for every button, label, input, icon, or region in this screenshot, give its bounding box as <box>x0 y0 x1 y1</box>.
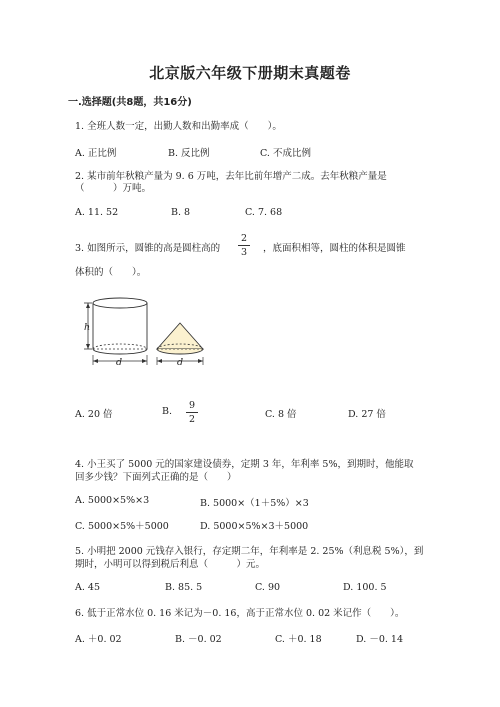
q6-option-d: D. －0. 14 <box>356 634 403 645</box>
q3-option-d: D. 27 倍 <box>348 409 386 420</box>
q3-stem-part2: ，底面积相等，圆柱的体积是圆锥 <box>263 243 406 254</box>
q5-option-b: B. 85. 5 <box>165 582 203 593</box>
q5-stem-line2: 期时，小明可以得到税后利息（ ）元。 <box>75 559 266 570</box>
q3-option-b: B. <box>162 406 173 417</box>
q3-option-c: C. 8 倍 <box>265 409 297 420</box>
page-title: 北京版六年级下册期末真题卷 <box>149 64 351 82</box>
q4-option-c: C. 5000×5%＋5000 <box>75 521 169 532</box>
q4-option-b: B. 5000×（1＋5%）×3 <box>200 498 309 509</box>
q3-fraction <box>237 233 251 258</box>
q5-option-a: A. 45 <box>75 582 100 593</box>
q4-stem-line2: 回多少钱？下面列式正确的是（ ） <box>75 472 237 483</box>
q2-stem-line1: 2. 某市前年秋粮产量为 9. 6 万吨，去年比前年增产二成。去年秋粮产量是 <box>75 171 387 182</box>
label-height: h <box>84 322 91 333</box>
q3-option-a: A. 20 倍 <box>75 409 113 420</box>
q3-stem-part1: 3. 如图所示，圆锥的高是圆柱高的 <box>75 243 221 254</box>
q3-option-b-denominator: 2 <box>188 414 196 425</box>
q3-fraction-denominator: 3 <box>240 247 248 258</box>
q2-option-a: A. 11. 52 <box>75 207 119 218</box>
q6-option-b: B. －0. 02 <box>175 634 222 645</box>
q1-option-b: B. 反比例 <box>168 148 210 159</box>
q3-fraction-numerator: 2 <box>240 233 248 244</box>
q3-stem-line2: 体积的（ ）。 <box>75 267 147 278</box>
q3-option-b-fraction <box>185 400 199 425</box>
q6-option-c: C. ＋0. 18 <box>275 634 322 645</box>
label-cone-diameter: d <box>177 357 184 368</box>
q3-option-b-numerator: 9 <box>188 400 196 411</box>
q4-option-d: D. 5000×5%×3＋5000 <box>200 521 309 532</box>
cone-figure <box>150 315 230 395</box>
q1-stem: 1. 全班人数一定，出勤人数和出勤率成（ ）。 <box>75 121 282 132</box>
q4-option-a: A. 5000×5%×3 <box>75 495 150 506</box>
q4-stem-line1: 4. 小王买了 5000 元的国家建设债券，定期 3 年，年利率 5%，到期时，他能取 <box>75 459 414 470</box>
q5-option-c: C. 90 <box>255 582 281 593</box>
fraction-bar <box>186 412 198 413</box>
q6-option-a: A. ＋0. 02 <box>75 634 122 645</box>
q5-stem-line1: 5. 小明把 2000 元钱存入银行，存定期二年，年利率是 2. 25%（利息税 5%），到 <box>75 546 424 557</box>
label-cylinder-diameter: d <box>116 357 123 368</box>
q2-option-c: C. 7. 68 <box>245 207 283 218</box>
q5-option-d: D. 100. 5 <box>343 582 387 593</box>
q2-option-b: B. 8 <box>171 207 191 218</box>
section-heading: 一.选择题(共8题，共16分) <box>68 97 192 108</box>
q1-option-c: C. 不成比例 <box>260 148 311 159</box>
q2-stem-line2: （ ）万吨。 <box>75 183 152 194</box>
fraction-bar <box>238 245 250 246</box>
q1-option-a: A. 正比例 <box>75 148 117 159</box>
q6-stem: 6. 低于正常水位 0. 16 米记为－0. 16，高于正常水位 0. 02 米记作（ ）。 <box>75 608 405 619</box>
